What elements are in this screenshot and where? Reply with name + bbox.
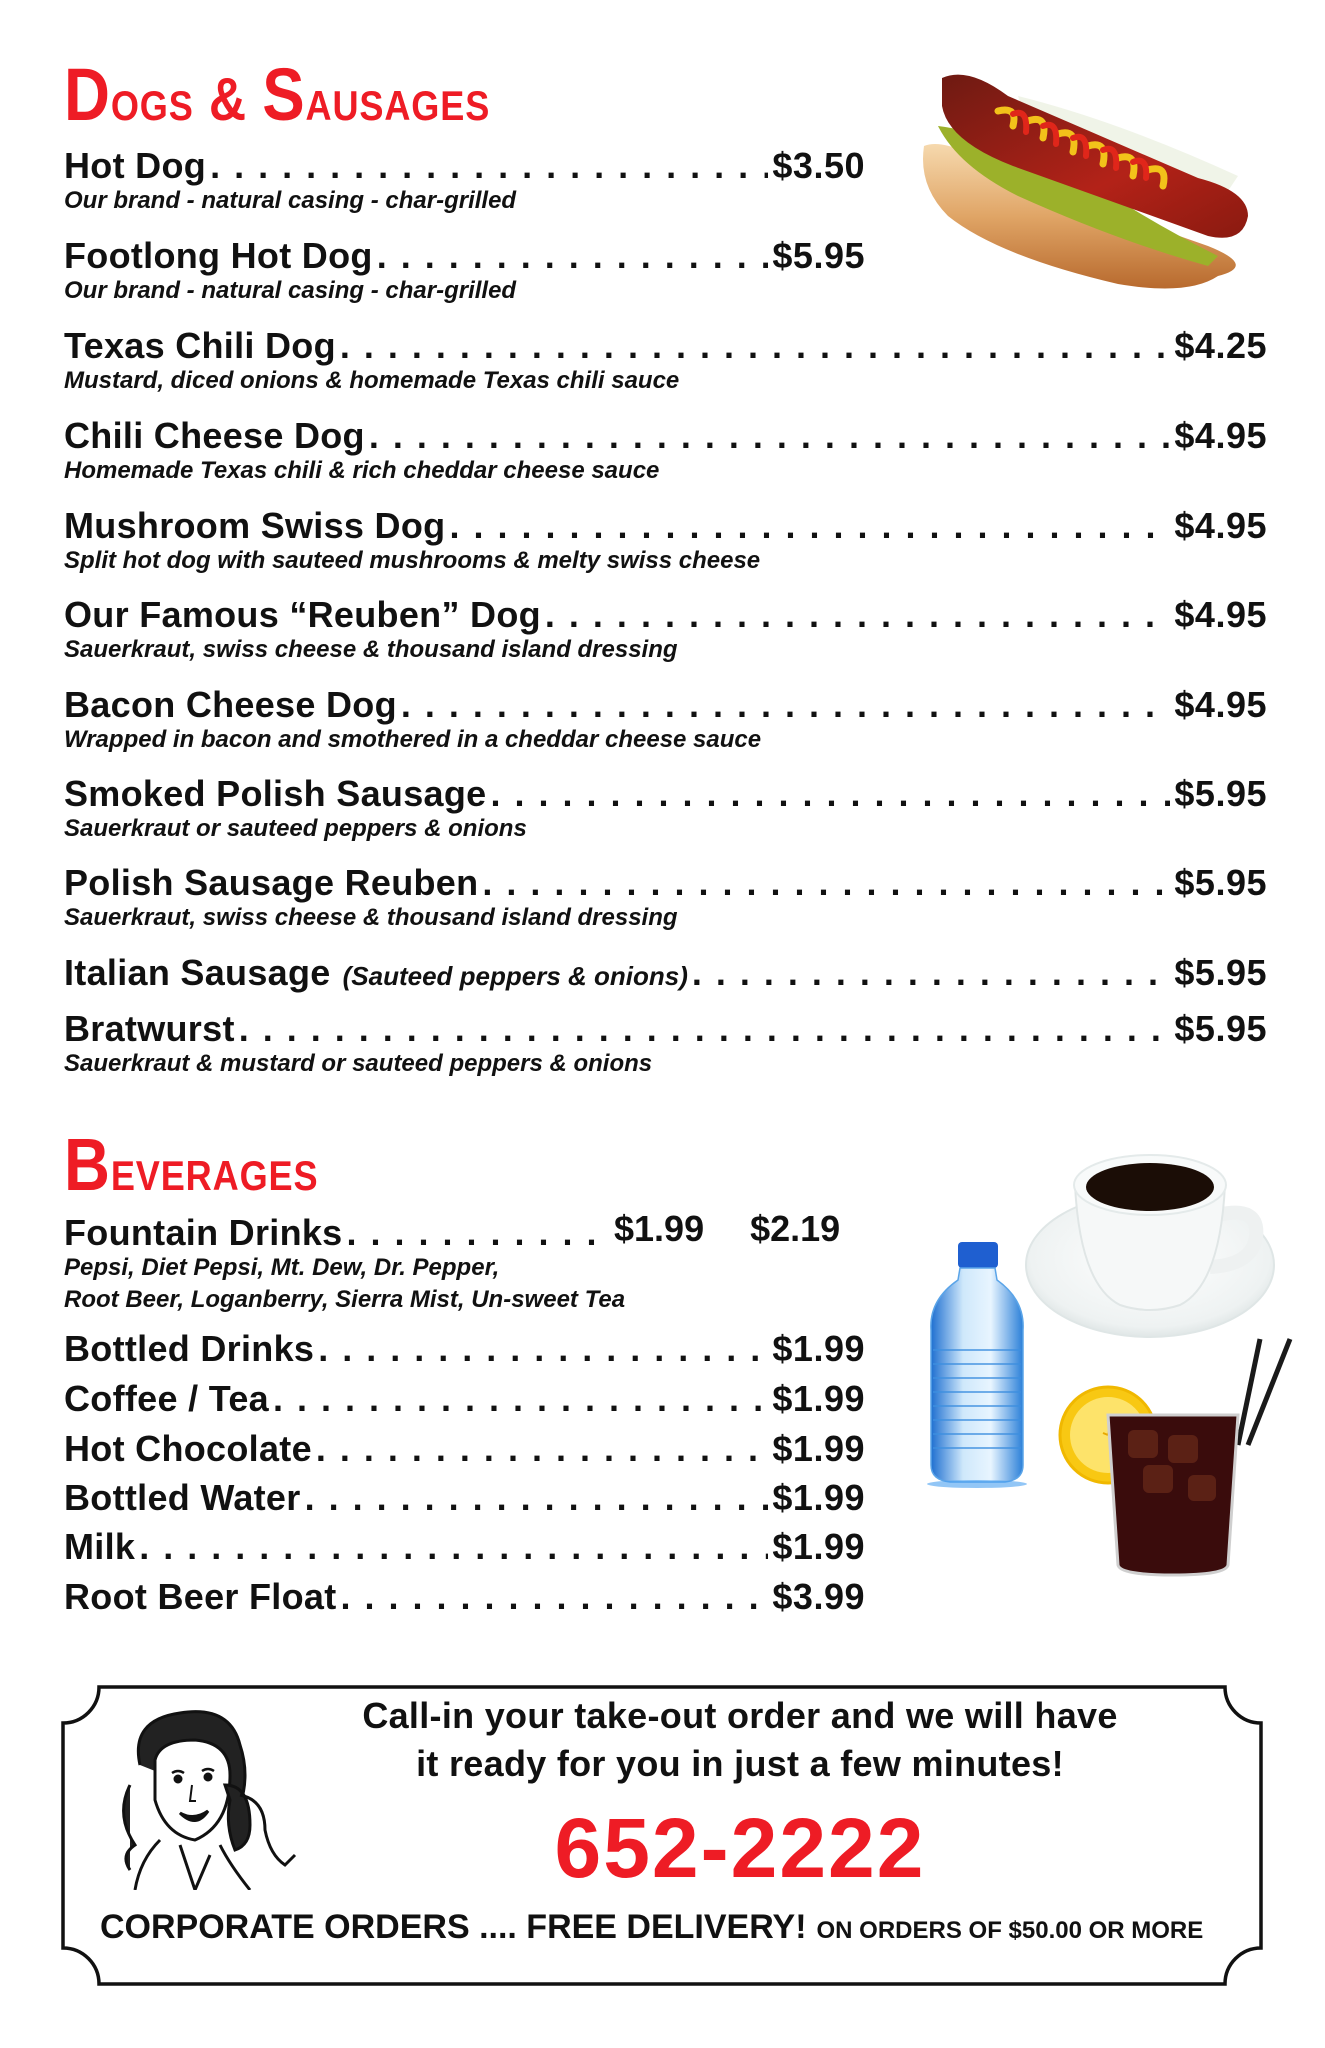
item-name: Italian Sausage xyxy=(64,952,331,993)
section-heading-dogs-sausages xyxy=(64,53,491,136)
dot-leader xyxy=(239,1008,1171,1050)
delivery-minimum-note: ON ORDERS OF $50.00 OR MORE xyxy=(816,1917,1204,1944)
item-description: Sauerkraut or sauteed peppers & onions xyxy=(64,815,527,842)
item-description: Root Beer, Loganberry, Sierra Mist, Un-sweet Tea xyxy=(64,1286,626,1313)
item-name: Chili Cheese Dog xyxy=(64,415,365,456)
menu-item-reuben-dog xyxy=(64,594,1267,636)
menu-item-milk xyxy=(64,1526,865,1568)
item-price: $4.95 xyxy=(1174,505,1267,546)
item-name: Texas Chili Dog xyxy=(64,325,336,366)
heading-initial: S xyxy=(262,53,306,136)
menu-item-fountain-drinks xyxy=(64,1212,604,1254)
heading-text: ogs & xyxy=(110,66,263,133)
item-price: $5.95 xyxy=(1174,862,1267,903)
section-heading-beverages xyxy=(64,1123,319,1206)
cola-glass-photo xyxy=(1058,1335,1298,1580)
item-description: Our brand - natural casing - char-grilled xyxy=(64,187,517,214)
menu-item-mushroom-swiss-dog xyxy=(64,505,1267,547)
item-price: $3.50 xyxy=(772,145,865,186)
dot-leader xyxy=(305,1477,769,1519)
item-name: Polish Sausage Reuben xyxy=(64,862,479,903)
item-price: $4.25 xyxy=(1174,325,1267,366)
menu-item-hot-chocolate xyxy=(64,1428,865,1470)
corporate-free-delivery: CORPORATE ORDERS .... FREE DELIVERY! xyxy=(100,1908,807,1946)
hot-dog-photo xyxy=(918,66,1263,298)
item-name: Smoked Polish Sausage xyxy=(64,773,487,814)
item-name: Root Beer Float xyxy=(64,1576,337,1617)
heading-initial: D xyxy=(64,53,111,136)
dot-leader xyxy=(490,773,1170,815)
item-name: Hot Dog xyxy=(64,145,207,186)
dot-leader xyxy=(347,1212,600,1254)
callin-line-2: it ready for you in just a few minutes! xyxy=(416,1743,1064,1784)
item-name: Bratwurst xyxy=(64,1008,235,1049)
price-large: $2.19 xyxy=(750,1208,841,1249)
dot-leader xyxy=(449,505,1170,547)
item-description: Mustard, diced onions & homemade Texas chili sauce xyxy=(64,367,680,394)
water-bottle-photo xyxy=(925,1240,1030,1488)
item-name: Our Famous “Reuben” Dog xyxy=(64,594,541,635)
item-description: Split hot dog with sauteed mushrooms & melty swiss cheese xyxy=(64,547,761,574)
menu-item-hot-dog xyxy=(64,145,865,187)
dot-leader xyxy=(482,862,1170,904)
item-description: Homemade Texas chili & rich cheddar cheese sauce xyxy=(64,457,660,484)
item-price: $1.99 xyxy=(772,1378,865,1419)
item-description: Sauerkraut, swiss cheese & thousand island dressing xyxy=(64,636,678,663)
menu-item-root-beer-float xyxy=(64,1576,865,1618)
item-description: Wrapped in bacon and smothered in a cheddar cheese sauce xyxy=(64,726,762,753)
corporate-orders-line xyxy=(100,1908,1240,1947)
item-price: $4.95 xyxy=(1174,684,1267,725)
menu-item-italian-sausage xyxy=(64,952,1267,994)
dot-leader xyxy=(340,325,1171,367)
item-name: Mushroom Swiss Dog xyxy=(64,505,446,546)
item-name: Footlong Hot Dog xyxy=(64,235,373,276)
item-name: Bacon Cheese Dog xyxy=(64,684,397,725)
dot-leader xyxy=(316,1428,769,1470)
menu-item-chili-cheese-dog xyxy=(64,415,1267,457)
heading-initial: B xyxy=(64,1123,111,1206)
fountain-prices xyxy=(614,1208,840,1250)
dot-leader xyxy=(341,1576,769,1618)
menu-item-bottled-water xyxy=(64,1477,865,1519)
item-name: Fountain Drinks xyxy=(64,1212,343,1253)
callin-message xyxy=(260,1692,1220,1788)
item-name: Hot Chocolate xyxy=(64,1428,312,1469)
dot-leader xyxy=(377,235,769,277)
price-small: $1.99 xyxy=(614,1208,705,1249)
dot-leader xyxy=(545,594,1170,636)
item-price: $5.95 xyxy=(772,235,865,276)
item-price: $5.95 xyxy=(1174,952,1267,993)
item-description: Our brand - natural casing - char-grilled xyxy=(64,277,517,304)
item-price: $4.95 xyxy=(1174,594,1267,635)
heading-text: everages xyxy=(110,1136,319,1203)
dot-leader xyxy=(401,684,1171,726)
coffee-cup-photo xyxy=(1020,1145,1280,1345)
item-price: $3.99 xyxy=(772,1576,865,1617)
item-price: $1.99 xyxy=(772,1526,865,1567)
phone-number[interactable]: 652-2222 xyxy=(554,1801,926,1895)
heading-text: ausages xyxy=(305,66,491,133)
dot-leader xyxy=(139,1526,768,1568)
dot-leader xyxy=(318,1328,768,1370)
item-name: Milk xyxy=(64,1526,136,1567)
dot-leader xyxy=(369,415,1171,457)
item-name: Bottled Drinks xyxy=(64,1328,315,1369)
item-price: $1.99 xyxy=(772,1428,865,1469)
item-description: Sauerkraut, swiss cheese & thousand island dressing xyxy=(64,904,678,931)
menu-item-coffee-tea xyxy=(64,1378,865,1420)
dot-leader xyxy=(692,952,1171,994)
item-price: $5.95 xyxy=(1174,1008,1267,1049)
menu-item-bottled-drinks xyxy=(64,1328,865,1370)
callin-line-1: Call-in your take-out order and we will have xyxy=(362,1695,1118,1736)
menu-item-smoked-polish-sausage xyxy=(64,773,1267,815)
item-name: Coffee / Tea xyxy=(64,1378,269,1419)
item-name: Bottled Water xyxy=(64,1477,301,1518)
item-inline-note: (Sauteed peppers & onions) xyxy=(342,961,688,991)
item-price: $4.95 xyxy=(1174,415,1267,456)
item-price: $1.99 xyxy=(772,1477,865,1518)
item-description: Pepsi, Diet Pepsi, Mt. Dew, Dr. Pepper, xyxy=(64,1254,500,1281)
item-price: $5.95 xyxy=(1174,773,1267,814)
menu-item-bacon-cheese-dog xyxy=(64,684,1267,726)
item-price: $1.99 xyxy=(772,1328,865,1369)
item-description: Sauerkraut & mustard or sauteed peppers & onions xyxy=(64,1050,653,1077)
menu-item-footlong-hot-dog xyxy=(64,235,865,277)
dot-leader xyxy=(273,1378,768,1420)
menu-item-texas-chili-dog xyxy=(64,325,1267,367)
menu-item-polish-sausage-reuben xyxy=(64,862,1267,904)
menu-item-bratwurst xyxy=(64,1008,1267,1050)
dot-leader xyxy=(210,145,768,187)
